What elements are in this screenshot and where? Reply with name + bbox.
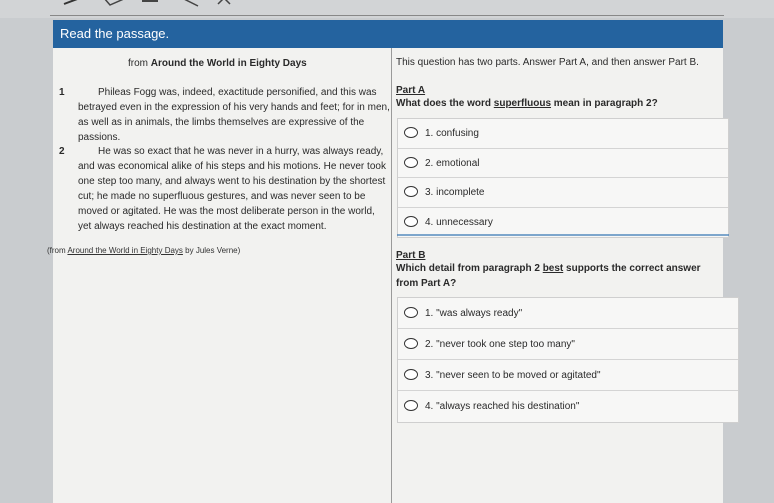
question-card xyxy=(47,20,723,503)
toolbar xyxy=(0,0,774,18)
option-label: 4. unnecessary xyxy=(425,216,493,228)
part-a-label: Part A xyxy=(396,85,426,96)
toolbar-divider xyxy=(50,15,724,16)
paragraph-1 xyxy=(59,85,390,145)
part-separator xyxy=(397,234,729,236)
part-b-keyword: best xyxy=(542,263,564,274)
part-b-option-1[interactable] xyxy=(398,298,738,329)
option-label: 3. incomplete xyxy=(425,187,485,198)
part-b-text-post: supports the correct answer from Part A? xyxy=(396,263,701,289)
credit-title: Around the World in Eighty Days xyxy=(67,246,183,255)
credit-prefix: (from xyxy=(47,246,68,255)
radio-button[interactable] xyxy=(404,400,418,411)
part-a-option-4[interactable] xyxy=(398,208,728,238)
part-a-options xyxy=(397,118,729,238)
option-label: 1. "was always ready" xyxy=(425,308,523,319)
radio-button[interactable] xyxy=(404,216,418,227)
radio-button[interactable] xyxy=(404,127,418,138)
option-label: 1. confusing xyxy=(425,128,479,139)
chevron-up-icon[interactable] xyxy=(214,0,234,8)
part-b-text-pre: Which detail from paragraph 2 xyxy=(396,263,543,274)
paragraph-text: Phileas Fogg was, indeed, exactitude personified, and this was betrayed even in the expression of his very hands and feet; for in men, as well as in animals, the limbs themselves are expressive of the passions. xyxy=(78,87,390,143)
passage-credit xyxy=(47,246,240,255)
part-b-option-3[interactable] xyxy=(398,360,738,391)
radio-button[interactable] xyxy=(404,338,418,349)
part-b-option-2[interactable] xyxy=(398,329,738,360)
card-header-title: Read the passage. xyxy=(53,20,723,48)
line-tool-icon[interactable] xyxy=(140,0,160,8)
radio-button[interactable] xyxy=(404,186,418,197)
pen-icon[interactable] xyxy=(62,0,84,8)
part-a-option-3[interactable] xyxy=(398,178,728,208)
option-label: 2. emotional xyxy=(425,157,480,169)
radio-button[interactable] xyxy=(404,157,418,168)
part-a-text-pre: What does the word xyxy=(396,98,494,109)
paragraph-2 xyxy=(59,144,390,234)
part-a-keyword: superfluous xyxy=(493,98,552,109)
part-b-options xyxy=(397,297,739,423)
part-b-question xyxy=(396,261,716,291)
part-b-option-4[interactable] xyxy=(398,391,738,422)
eraser-icon[interactable] xyxy=(180,0,204,8)
part-a-option-2[interactable] xyxy=(398,149,728,179)
paragraph-text: He was so exact that he was never in a hurry, was always ready, and was economical alike of his steps and his motions. He never took one step too many, and always went to his destination by the shortest cut; he made no superfluous gestures, and was never seen to be moved or agitated. He was the most deliberate person in the world, yet always reached his destination at the exact moment. xyxy=(78,146,386,232)
source-prefix: from xyxy=(128,58,151,69)
part-a-option-1[interactable] xyxy=(398,119,728,149)
radio-button[interactable] xyxy=(404,369,418,380)
part-a-question xyxy=(396,96,716,111)
option-label: 4. "always reached his destination" xyxy=(425,401,580,412)
paragraph-number: 1 xyxy=(59,87,65,98)
source-title: Around the World in Eighty Days xyxy=(150,58,307,69)
checkmark-icon[interactable] xyxy=(100,0,130,8)
paragraph-number: 2 xyxy=(59,146,65,157)
radio-button[interactable] xyxy=(404,307,418,318)
part-a-text-post: mean in paragraph 2? xyxy=(551,98,658,109)
option-label: 3. "never seen to be moved or agitated" xyxy=(425,370,601,381)
passage-source xyxy=(128,58,307,69)
part-b-label: Part B xyxy=(396,250,426,261)
credit-suffix: by Jules Verne) xyxy=(182,246,241,255)
question-intro: This question has two parts. Answer Part A, and then answer Part B. xyxy=(396,57,699,68)
option-label: 2. "never took one step too many" xyxy=(425,339,575,350)
column-divider xyxy=(391,48,392,503)
